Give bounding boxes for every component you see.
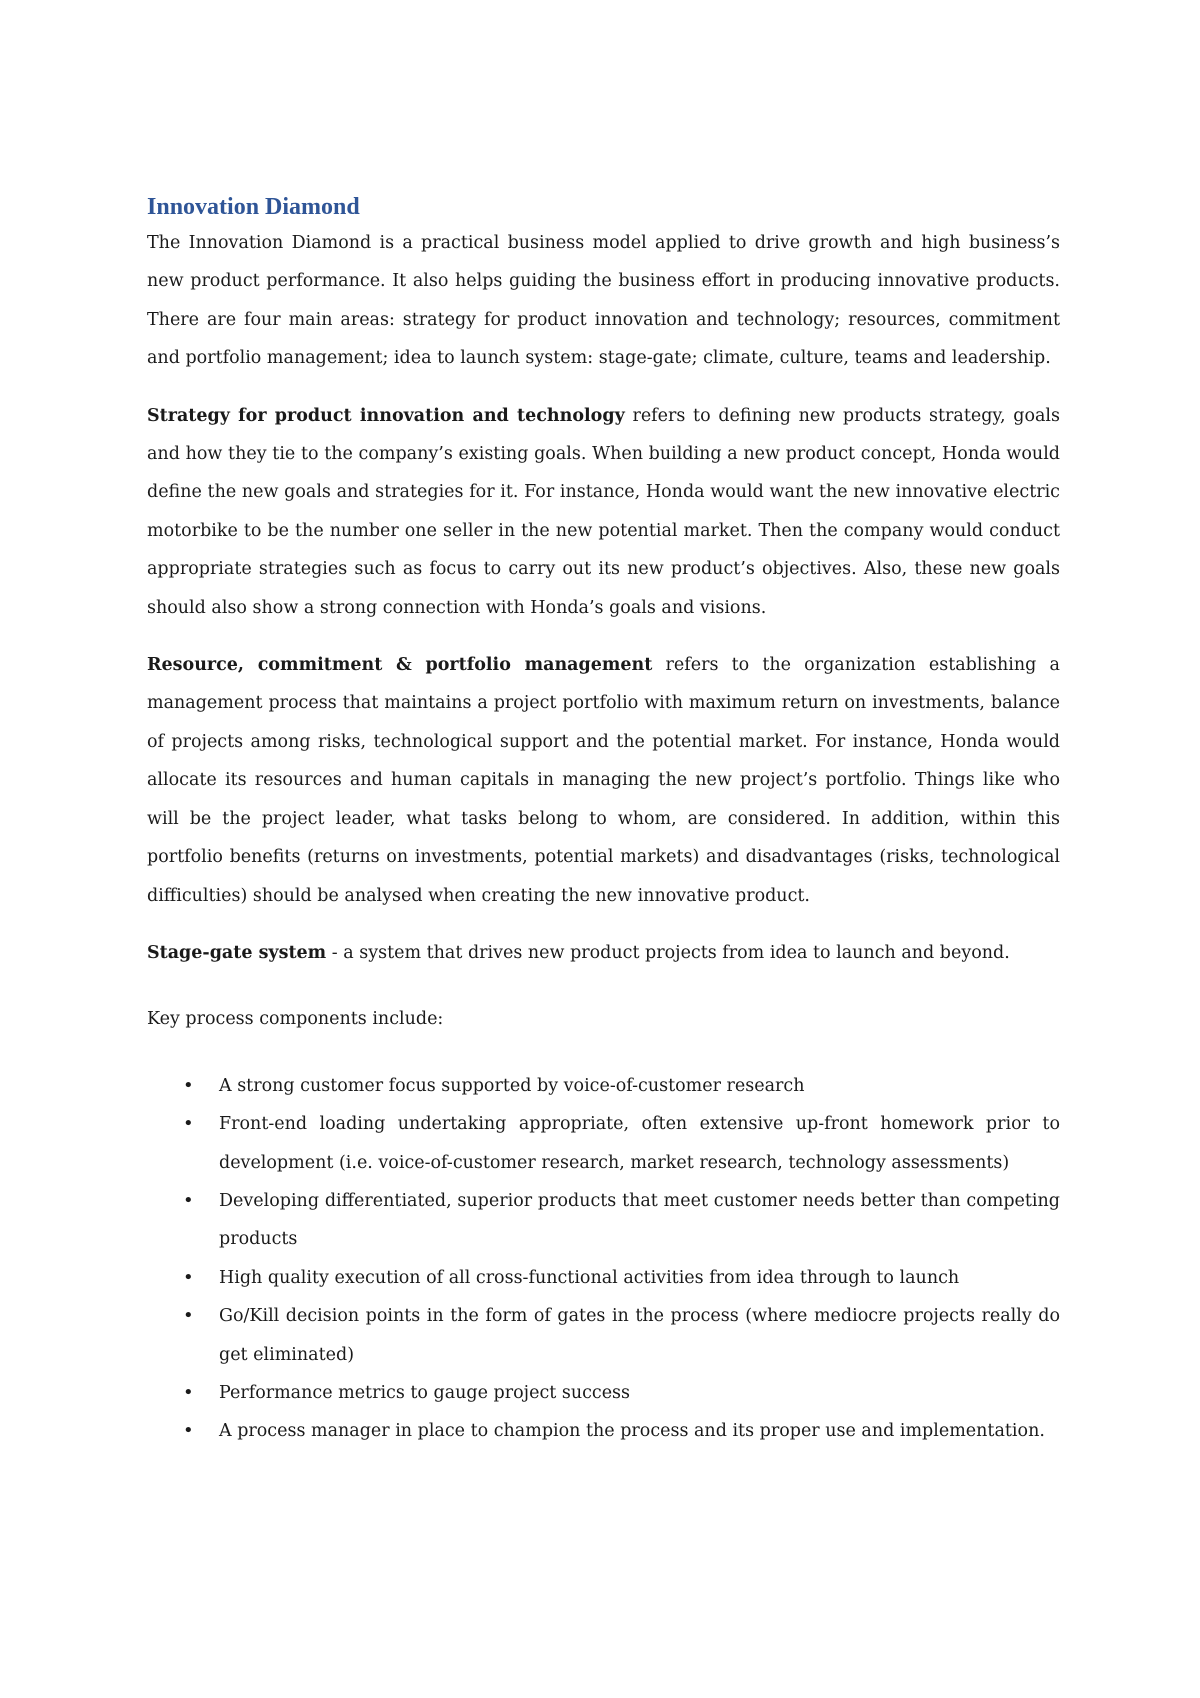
list-item	[147, 1259, 1060, 1297]
bullet-icon: •	[183, 1381, 194, 1403]
document-page	[147, 190, 1060, 1451]
list-item	[147, 1374, 1060, 1412]
section-body: refers to defining new products strategy, goals and how they tie to the company’s existing goals. When building a new product concept, Honda would define the new goals and strategies for it. For instance, Honda would want the new innovative electric motorbike to be the number one seller in the new potential market. Then the company would conduct appropriate strategies such as focus to carry out its new product’s objectives. Also, these new goals should also show a strong connection with Honda’s goals and visions.	[147, 405, 1060, 618]
list-item	[147, 1412, 1060, 1450]
section-strategy	[147, 397, 1060, 627]
list-item-text: High quality execution of all cross-functional activities from idea through to launch	[219, 1267, 960, 1288]
section-lead: Stage-gate system	[147, 942, 327, 963]
bullet-icon: •	[183, 1266, 194, 1288]
components-intro: Key process components include:	[147, 1009, 444, 1030]
list-item-text: A strong customer focus supported by voice-of-customer research	[219, 1075, 805, 1096]
bullet-icon: •	[183, 1420, 194, 1442]
list-item	[147, 1297, 1060, 1374]
section-resource	[147, 646, 1060, 915]
list-item-text: Developing differentiated, superior products that meet customer needs better than competing products	[219, 1190, 1060, 1250]
bullet-icon: •	[183, 1113, 194, 1135]
section-lead: Strategy for product innovation and technology	[147, 405, 625, 426]
list-item	[147, 1182, 1060, 1259]
list-item-text: Performance metrics to gauge project success	[219, 1382, 631, 1403]
section-stage-gate	[147, 934, 1060, 972]
section-body: refers to the organization establishing a management process that maintains a project portfolio with maximum return on investments, balance of projects among risks, technological support and the potential market. For instance, Honda would allocate its resources and human capitals in managing the new project’s portfolio. Things like who will be the project leader, what tasks belong to whom, are considered. In addition, within this portfolio benefits (returns on investments, potential markets) and disadvantages (risks, technological difficulties) should be analysed when creating the new innovative product.	[147, 655, 1060, 906]
list-item	[147, 1067, 1060, 1105]
list-item-text: Front-end loading undertaking appropriate, often extensive up-front homework prior to development (i.e. voice-of-customer research, market research, technology assessments)	[219, 1114, 1060, 1173]
bullet-icon: •	[183, 1305, 194, 1327]
intro-paragraph: The Innovation Diamond is a practical business model applied to drive growth and high business’s new product performance. It also helps guiding the business effort in producing innovative products. There are four main areas: strategy for product innovation and technology; resources, commitment and portfolio management; idea to launch system: stage-gate; climate, culture, teams and leadership.	[147, 233, 1060, 369]
list-item-text: Go/Kill decision points in the form of gates in the process (where mediocre projects really do get eliminated)	[219, 1306, 1060, 1365]
section-lead: Resource, commitment & portfolio management	[147, 655, 653, 676]
components-list	[147, 1067, 1060, 1451]
bullet-icon: •	[183, 1074, 194, 1096]
document-heading: Innovation Diamond	[147, 194, 360, 220]
section-body: - a system that drives new product projects from idea to launch and beyond.	[326, 942, 1010, 963]
bullet-icon: •	[183, 1189, 194, 1211]
list-item	[147, 1105, 1060, 1182]
list-item-text: A process manager in place to champion the process and its proper use and implementation.	[219, 1421, 1045, 1442]
